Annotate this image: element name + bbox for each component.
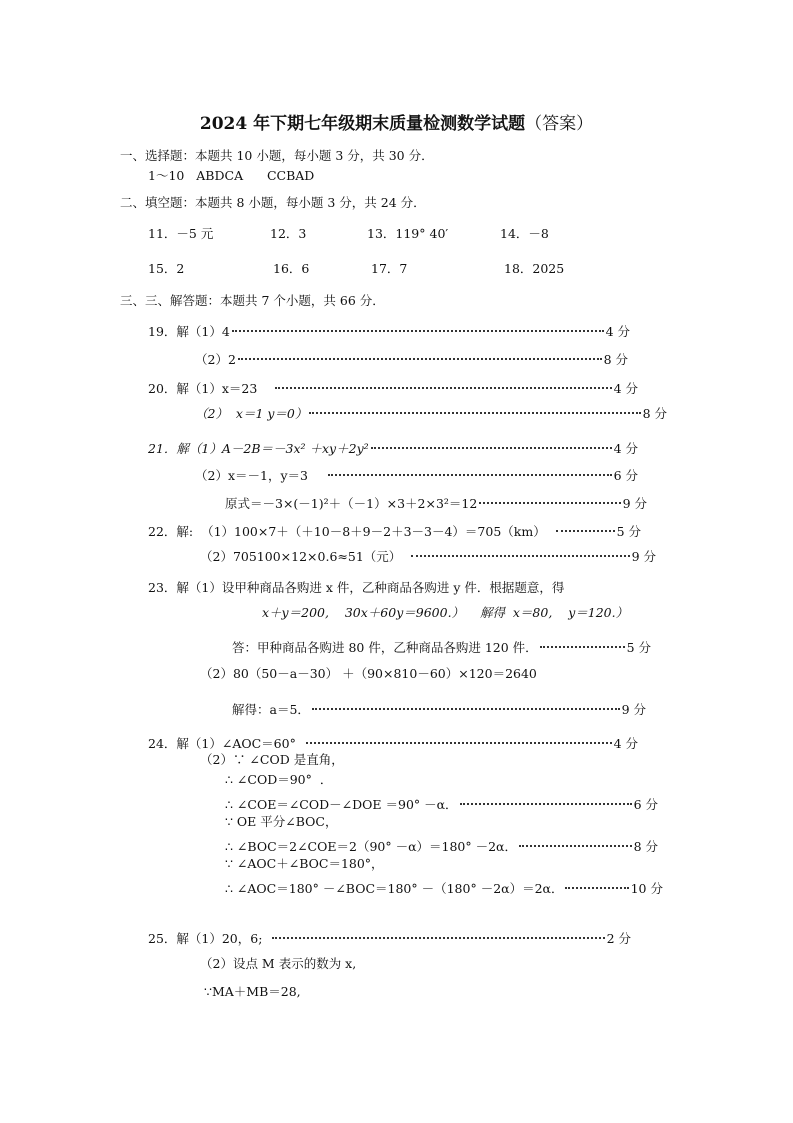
q24-step-bisect: ∵ OE 平分∠BOC， — [225, 814, 338, 829]
q21-part3 — [225, 492, 647, 512]
section-3-header: 三、三、解答题：本题共 7 个小题，共 66 分． — [120, 293, 385, 308]
fill-answer-12: 12．3 — [270, 226, 307, 241]
q21-part3-points: 9 分 — [622, 496, 647, 511]
q21-part1-points: 4 分 — [613, 441, 638, 456]
dot-leader — [556, 520, 615, 536]
q25-part1-text: 25．解（1）20，6; — [148, 931, 263, 946]
q24-step-coe — [225, 793, 658, 813]
q24-step-aoc-text: ∴ ∠AOC＝180° －∠BOC＝180° －（180° －2α）＝2α． — [225, 881, 564, 896]
dot-leader — [312, 698, 620, 714]
q22-part1-points: 5 分 — [616, 524, 641, 539]
page-title — [0, 113, 793, 135]
fill-answer-11: 11．－5 元 — [148, 226, 214, 241]
q24-step-aoc-points: 10 分 — [630, 881, 663, 896]
q22-part2-points: 9 分 — [631, 549, 656, 564]
q23-part1-answer — [232, 636, 651, 656]
q24-step-coe-points: 6 分 — [633, 797, 658, 812]
q19-part2 — [195, 348, 628, 368]
dot-leader — [565, 877, 628, 893]
q21-part3-text: 原式＝－3×(－1)²＋（－1）×3＋2×3²＝12 — [225, 496, 478, 511]
q24-part1-text: 24．解（1）∠AOC＝60° — [148, 736, 296, 751]
q19-part2-points: 8 分 — [603, 352, 628, 367]
q23-part2-answer — [232, 698, 646, 718]
q23-part2-equation: （2）80（50－a－30） ＋（90×810－60）×120＝2640 — [200, 666, 537, 681]
q25-part2-setup: （2）设点 M 表示的数为 x, — [200, 956, 357, 971]
q19-part1-points: 4 分 — [605, 324, 630, 339]
dot-leader — [479, 492, 620, 508]
q24-step-boc-text: ∴ ∠BOC＝2∠COE＝2（90° －α）＝180° －2α． — [225, 839, 517, 854]
q21-part2 — [195, 464, 638, 484]
q21-part1-text: 21．解（1）A－2B＝－3x² ＋xy＋2y² — [148, 441, 369, 456]
fill-answer-16: 16．6 — [273, 261, 310, 276]
q20-part2 — [195, 402, 667, 422]
dot-leader — [238, 348, 602, 364]
dot-leader — [371, 437, 612, 453]
q24-step-boc-points: 8 分 — [633, 839, 658, 854]
dot-leader — [411, 545, 629, 561]
title-main: 2024 年下期七年级期末质量检测数学试题 — [199, 114, 526, 134]
dot-leader — [460, 793, 632, 809]
q23-part2-points: 9 分 — [621, 702, 646, 717]
q25-part1 — [148, 927, 631, 947]
q24-step-aoc — [225, 877, 663, 897]
dot-leader — [306, 732, 612, 748]
fill-answer-15: 15．2 — [148, 261, 185, 276]
q21-part1 — [148, 437, 638, 457]
section-1-header: 一、选择题：本题共 10 小题，每小题 3 分，共 30 分． — [120, 148, 434, 163]
dot-leader — [309, 402, 640, 418]
q24-step-sum: ∵ ∠AOC＋∠BOC＝180°， — [225, 856, 384, 871]
q25-part2-condition: ∵MA＋MB＝28, — [204, 984, 301, 999]
q19-part1-text: 19．解（1）4 — [148, 324, 230, 339]
section-1-answers: 1～10 ABDCA CCBAD — [148, 168, 315, 183]
q22-part1 — [148, 520, 641, 540]
q19-part1 — [148, 320, 630, 340]
q23-part2-answer-text: 解得：a＝5． — [232, 702, 310, 717]
fill-answer-14: 14．－8 — [500, 226, 549, 241]
q22-part2-text: （2）705100×12×0.6≈51（元） — [200, 549, 402, 564]
dot-leader — [328, 464, 612, 480]
q20-part2-points: 8 分 — [642, 406, 667, 421]
q24-step-boc — [225, 835, 658, 855]
dot-leader — [272, 927, 604, 943]
dot-leader — [232, 320, 604, 336]
q22-part2 — [200, 545, 656, 565]
q23-equations: x＋y＝200, 30x＋60y＝9600.） 解得 x＝80, y＝120.） — [262, 605, 629, 620]
q23-part1-answer-text: 答：甲种商品各购进 80 件，乙种商品各购进 120 件． — [232, 640, 538, 655]
dot-leader — [540, 636, 625, 652]
q23-part1-intro: 23．解（1）设甲种商品各购进 x 件，乙种商品各购进 y 件．根据题意，得 — [148, 580, 565, 595]
q20-part1-points: 4 分 — [613, 381, 638, 396]
q23-part1-points: 5 分 — [626, 640, 651, 655]
q21-part2-text: （2）x＝－1，y＝3 — [195, 468, 308, 483]
q24-part1-points: 4 分 — [613, 736, 638, 751]
q21-part2-points: 6 分 — [613, 468, 638, 483]
q24-step-coe-text: ∴ ∠COE＝∠COD－∠DOE ＝90° －α． — [225, 797, 458, 812]
fill-answer-18: 18．2025 — [504, 261, 565, 276]
q24-part1 — [148, 732, 638, 752]
q24-part2-given: （2）∵ ∠COD 是直角， — [200, 752, 344, 767]
dot-leader — [519, 835, 632, 851]
q24-step-cod: ∴ ∠COD＝90° ． — [225, 772, 333, 787]
fill-answer-13: 13．119° 40′ — [367, 226, 449, 241]
fill-answer-17: 17．7 — [371, 261, 408, 276]
dot-leader — [275, 377, 611, 393]
q25-part1-points: 2 分 — [606, 931, 631, 946]
section-2-header: 二、填空题：本题共 8 小题，每小题 3 分，共 24 分． — [120, 195, 426, 210]
title-suffix: （答案） — [525, 114, 594, 134]
q19-part2-text: （2）2 — [195, 352, 236, 367]
q22-part1-text: 22．解: （1）100×7＋（＋10－8＋9－2＋3－3－4）＝705（km） — [148, 524, 546, 539]
q20-part1-text: 20．解（1）x＝23 — [148, 381, 258, 396]
q20-part2-text: （2） x＝1 y＝0） — [195, 406, 308, 421]
q20-part1 — [148, 377, 638, 397]
